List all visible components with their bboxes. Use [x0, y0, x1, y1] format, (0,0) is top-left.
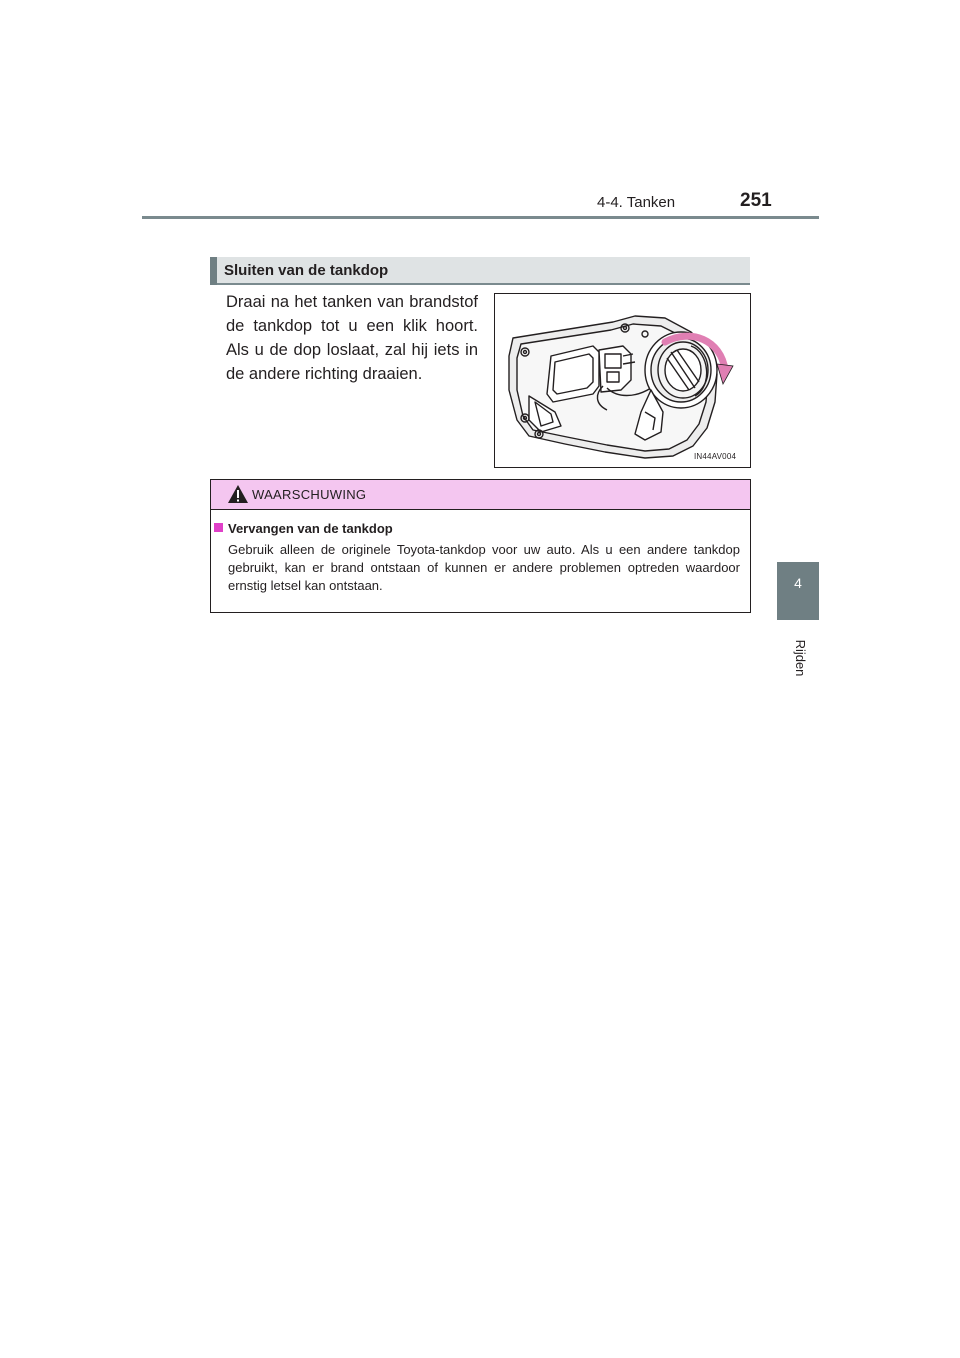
chapter-tab-number: 4: [794, 575, 802, 591]
warning-title: WAARSCHUWING: [252, 487, 367, 502]
fuel-cap-illustration: [494, 293, 751, 468]
warning-text: Gebruik alleen de originele Toyota-tankdop voor uw auto. Als u een andere tankdop gebruikt, kan er brand ontstaan of kunnen er andere problemen optreden waardoor ernstig letsel kan ontstaan.: [228, 542, 740, 593]
section-title: 4-4. Tanken: [597, 194, 676, 211]
figure-code: IN44AV004: [694, 452, 737, 461]
body-paragraph: Draai na het tanken van brandstof de tankdop tot u een klik hoort. Als u de dop loslaat, zal hij iets in de andere richting draaien.: [226, 293, 478, 383]
chapter-tab: [777, 562, 819, 620]
bullet-square-icon: [214, 523, 223, 532]
header-rule: [142, 216, 819, 219]
section-heading: Sluiten van de tankdop: [224, 262, 389, 279]
fuel-door-drawing: [495, 294, 750, 467]
page-number: 251: [740, 190, 772, 211]
chapter-tab-label: Rijden: [793, 639, 808, 677]
warning-triangle-icon: [227, 484, 249, 504]
section-heading-accent: [210, 257, 217, 285]
warning-subtitle: Vervangen van de tankdop: [228, 521, 393, 536]
